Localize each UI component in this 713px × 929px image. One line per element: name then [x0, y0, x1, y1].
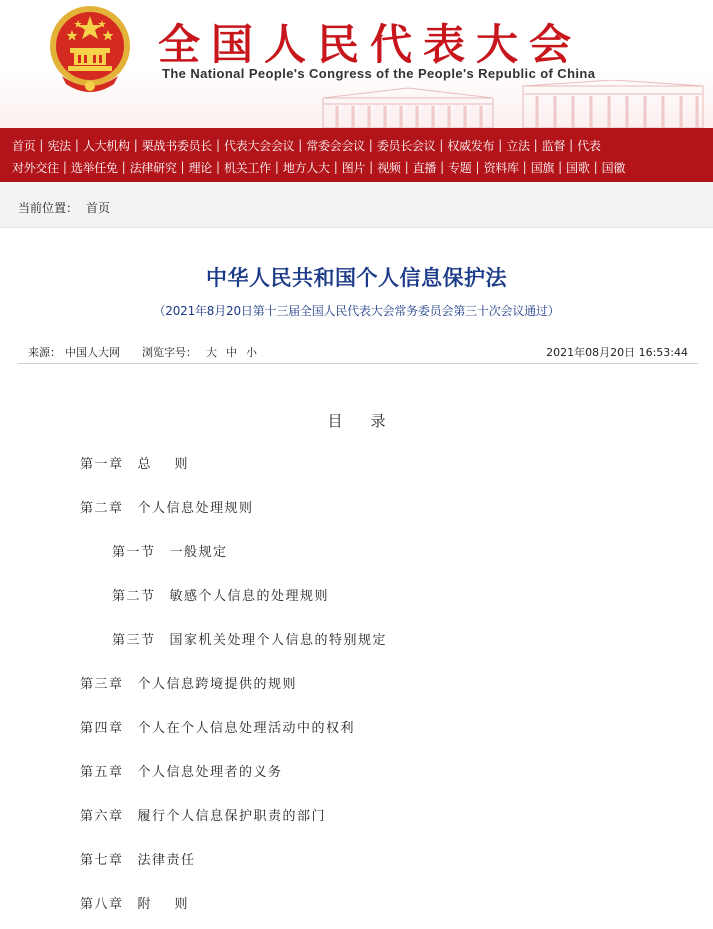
- toc-item-number: 第七章: [80, 853, 124, 868]
- toc-item-number: 第一章: [80, 457, 124, 472]
- fontsize-large-button[interactable]: 大: [206, 346, 217, 359]
- toc-item-title: 个人信息处理规则: [137, 501, 254, 516]
- nav-separator: |: [404, 160, 409, 174]
- toc-list: [80, 455, 680, 929]
- nav-separator: |: [180, 160, 185, 174]
- toc-item-number: 第五章: [80, 765, 124, 780]
- toc-item-number: 第一节: [112, 545, 156, 560]
- toc-item-title: 个人在个人信息处理活动中的权利: [137, 721, 356, 736]
- toc-item-title: 国家机关处理个人信息的特别规定: [169, 633, 388, 648]
- nav-item-row2-9[interactable]: 专题: [448, 160, 472, 175]
- article-subtitle: （2021年8月20日第十三届全国人民代表大会常务委员会第三十次会议通过）: [153, 304, 560, 318]
- nav-item-row2-12[interactable]: 国歌: [566, 160, 590, 175]
- nav-separator: |: [440, 160, 445, 174]
- toc-chapter[interactable]: [80, 499, 680, 543]
- nav-separator: |: [298, 138, 303, 152]
- toc-heading: 目录: [327, 412, 414, 430]
- toc-chapter[interactable]: [80, 851, 680, 895]
- nav-separator: |: [39, 138, 44, 152]
- toc-chapter[interactable]: [80, 675, 680, 719]
- toc-item-title: 一般规定: [169, 545, 228, 560]
- nav-item-row1-8[interactable]: 立法: [506, 138, 530, 153]
- toc-section[interactable]: [80, 543, 680, 587]
- fontsize-label: 浏览字号：: [142, 346, 197, 359]
- toc-item-number: 第三章: [80, 677, 124, 692]
- nav-separator: |: [62, 160, 67, 174]
- breadcrumb: [0, 182, 713, 228]
- nav-item-row1-9[interactable]: 监督: [541, 138, 566, 153]
- nav-separator: |: [593, 160, 598, 174]
- toc-item-number: 第八章: [80, 897, 124, 912]
- nav-separator: |: [274, 160, 279, 174]
- toc-item-number: 第三节: [112, 633, 156, 648]
- toc-chapter[interactable]: [80, 719, 680, 763]
- fontsize-small-button[interactable]: 小: [246, 346, 257, 359]
- nav-separator: |: [74, 138, 79, 152]
- toc-item-title: 法律责任: [137, 853, 196, 868]
- nav-item-row2-11[interactable]: 国旗: [530, 160, 555, 175]
- nav-item-row1-6[interactable]: 委员长会议: [376, 138, 436, 153]
- nav-separator: |: [368, 138, 373, 152]
- nav-row-2: [12, 156, 713, 178]
- source-label: 来源：: [28, 346, 61, 359]
- nav-item-row1-1[interactable]: 宪法: [47, 138, 71, 153]
- nav-item-row1-5[interactable]: 常委会会议: [306, 138, 365, 153]
- nav-item-row2-1[interactable]: 选举任免: [70, 160, 118, 175]
- nav-separator: |: [439, 138, 444, 152]
- nav-separator: |: [333, 160, 338, 174]
- national-emblem-icon[interactable]: [48, 4, 132, 96]
- toc-item-number: 第四章: [80, 721, 124, 736]
- nav-item-row2-3[interactable]: 理论: [188, 160, 212, 175]
- nav-row-1: [12, 134, 713, 156]
- nav-separator: |: [133, 138, 138, 152]
- nav-item-row2-2[interactable]: 法律研究: [129, 160, 177, 175]
- nav-item-row1-2[interactable]: 人大机构: [82, 138, 130, 153]
- nav-item-row1-10[interactable]: 代表: [577, 138, 601, 153]
- nav-separator: |: [215, 160, 221, 174]
- site-header: [0, 0, 713, 128]
- nav-item-row2-6[interactable]: 图片: [341, 160, 366, 175]
- publish-datetime: 2021年08月20日 16:53:44: [546, 346, 688, 359]
- toc-section[interactable]: [80, 631, 680, 675]
- fontsize-medium-button[interactable]: 中: [226, 346, 237, 359]
- toc-item-title: 附则: [137, 897, 212, 912]
- toc-item-number: 第二章: [80, 501, 124, 516]
- toc-item-title: 总则: [137, 457, 212, 472]
- site-title-en[interactable]: The National People's Congress of the People's Republic of China: [162, 66, 596, 81]
- nav-item-row2-4[interactable]: 机关工作: [224, 160, 271, 175]
- breadcrumb-label: 当前位置：: [18, 201, 79, 215]
- nav-item-row1-3[interactable]: 栗战书委员长: [141, 138, 212, 153]
- toc-item-title: 敏感个人信息的处理规则: [169, 589, 330, 604]
- toc-chapter[interactable]: [80, 763, 680, 807]
- nav-item-row1-0[interactable]: 首页: [12, 138, 36, 153]
- article-title: 中华人民共和国个人信息保护法: [206, 266, 507, 290]
- nav-separator: |: [121, 160, 126, 174]
- toc-chapter[interactable]: [80, 455, 680, 499]
- nav-item-row1-4[interactable]: 代表大会会议: [224, 138, 295, 153]
- nav-separator: |: [498, 138, 503, 152]
- nav-separator: |: [522, 160, 527, 174]
- toc-chapter[interactable]: [80, 895, 680, 929]
- nav-item-row2-0[interactable]: 对外交往: [12, 160, 59, 175]
- nav-item-row2-8[interactable]: 直播: [412, 160, 437, 175]
- toc-item-title: 履行个人信息保护职责的部门: [137, 809, 327, 824]
- source-value: 中国人大网: [65, 346, 120, 359]
- nav-item-row2-13[interactable]: 国徽: [601, 160, 626, 175]
- toc-item-number: 第六章: [80, 809, 124, 824]
- article-meta: [18, 338, 698, 364]
- great-hall-illustration: [313, 80, 713, 128]
- nav-separator: |: [215, 138, 221, 152]
- nav-separator: |: [558, 160, 563, 174]
- main-nav: [0, 128, 713, 182]
- toc-item-title: 个人信息跨境提供的规则: [137, 677, 298, 692]
- nav-separator: |: [533, 138, 538, 152]
- nav-item-row2-5[interactable]: 地方人大: [282, 160, 330, 175]
- nav-item-row2-7[interactable]: 视频: [377, 160, 401, 175]
- nav-separator: |: [369, 160, 374, 174]
- toc-section[interactable]: [80, 587, 680, 631]
- site-title-cn[interactable]: 全国人民代表大会: [158, 20, 583, 69]
- nav-separator: |: [569, 138, 574, 152]
- breadcrumb-home-link[interactable]: 首页: [86, 201, 111, 215]
- toc-item-number: 第二节: [112, 589, 156, 604]
- nav-item-row2-10[interactable]: 资料库: [483, 160, 519, 175]
- nav-separator: |: [475, 160, 480, 174]
- nav-item-row1-7[interactable]: 权威发布: [447, 138, 495, 153]
- toc-chapter[interactable]: [80, 807, 680, 851]
- toc-item-title: 个人信息处理者的义务: [137, 765, 283, 780]
